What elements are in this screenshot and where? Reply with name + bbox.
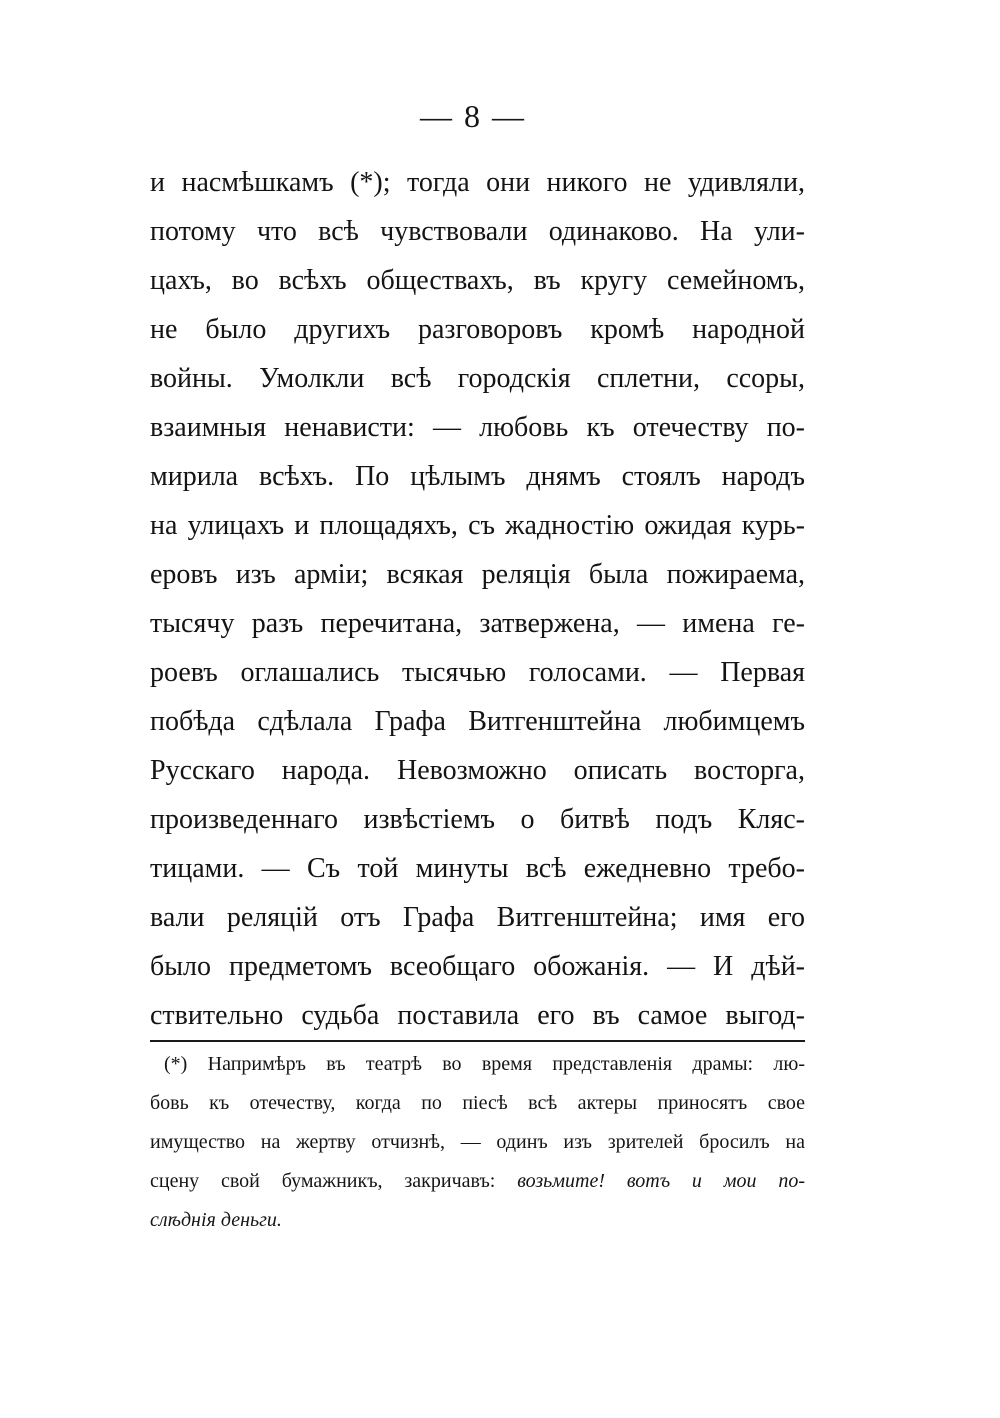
main-text bbox=[150, 158, 805, 1040]
footnote-line bbox=[150, 1201, 805, 1240]
footnote-line bbox=[150, 1162, 805, 1201]
text-line: взаимныя ненависти: — любовь къ отечеству по- bbox=[150, 412, 805, 443]
text-line: не было другихъ разговоровъ кромѣ народной bbox=[150, 314, 805, 345]
footnote-separator bbox=[150, 1040, 805, 1042]
footnote-line: (*) Напримѣръ въ театрѣ во время представленія драмы: лю- bbox=[164, 1053, 805, 1075]
text-line: тысячу разъ перечитана, затвержена, — имена ге- bbox=[150, 608, 805, 639]
footnote-line: имущество на жертву отчизнѣ, — одинъ изъ зрителей бросилъ на bbox=[150, 1131, 805, 1153]
text-line: и насмѣшкамъ (*); тогда они никого не удивляли, bbox=[150, 167, 805, 198]
footnote bbox=[150, 1045, 805, 1240]
footnote-line: бовь къ отечеству, когда по піесѣ всѣ актеры приносятъ свое bbox=[150, 1092, 805, 1114]
text-line: роевъ оглашались тысячью голосами. — Первая bbox=[150, 657, 805, 688]
text-line: ствительно судьба поставила его въ самое выгод- bbox=[150, 1000, 805, 1031]
text-line: было предметомъ всеобщаго обожанія. — И дѣй- bbox=[150, 951, 805, 982]
text-line: войны. Умолкли всѣ городскія сплетни, ссоры, bbox=[150, 363, 805, 394]
text-line: еровъ изъ арміи; всякая реляція была пожираема, bbox=[150, 559, 805, 590]
footnote-text: сцену свой бумажникъ, закричавъ: bbox=[150, 1170, 496, 1192]
text-line: Русскаго народа. Невозможно описать восторга, bbox=[150, 755, 805, 786]
text-line: побѣда сдѣлала Графа Витгенштейна любимцемъ bbox=[150, 706, 805, 737]
page-number: — 8 — bbox=[420, 98, 526, 134]
text-line: мирила всѣхъ. По цѣлымъ днямъ стоялъ народъ bbox=[150, 461, 805, 492]
text-line: произведеннаго извѣстіемъ о битвѣ подъ Кляс- bbox=[150, 804, 805, 835]
text-line: потому что всѣ чувствовали одинаково. На ули- bbox=[150, 216, 805, 247]
footnote-quote: слѣднія деньги. bbox=[150, 1209, 282, 1231]
text-line: на улицахъ и площадяхъ, съ жадностію ожидая курь- bbox=[150, 510, 805, 541]
text-line: тицами. — Съ той минуты всѣ ежедневно требо- bbox=[150, 853, 805, 884]
text-line: вали реляцій отъ Графа Витгенштейна; имя его bbox=[150, 902, 805, 933]
footnote-quote: возьмите! вотъ и мои по- bbox=[517, 1170, 806, 1192]
text-line: цахъ, во всѣхъ обществахъ, въ кругу семейномъ, bbox=[150, 265, 805, 296]
